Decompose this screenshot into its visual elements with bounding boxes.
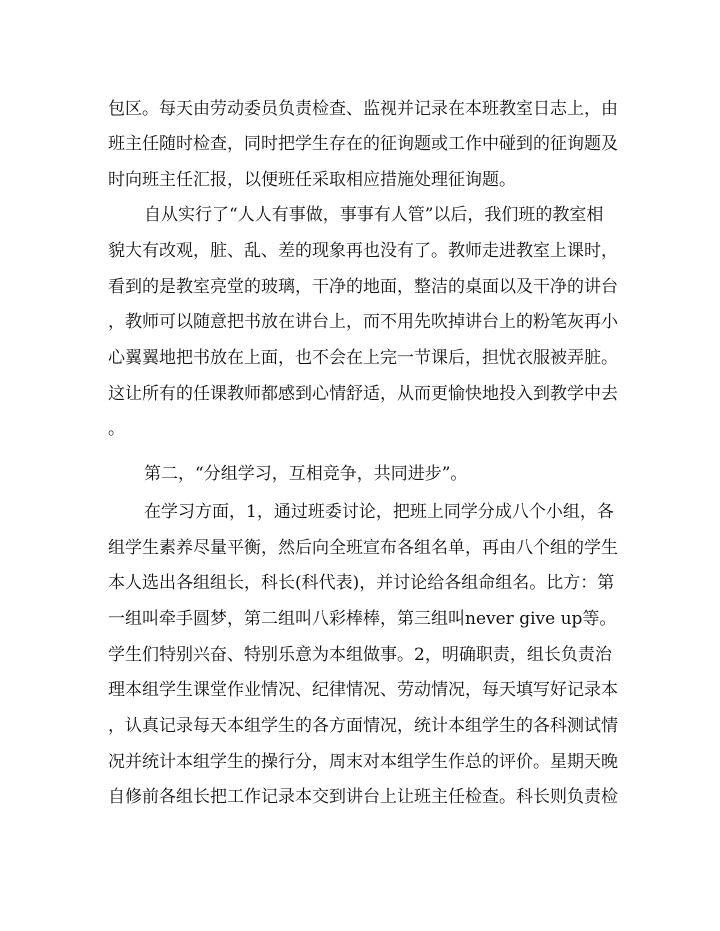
text-line: 组学生素养尽量平衡，然后向全班宣布各组名单，再由八个组的学生 xyxy=(108,538,618,558)
text-line: ，教师可以随意把书放在讲台上，而不用先吹掉讲台上的粉笔灰再小 xyxy=(108,312,618,332)
text-line: 。 xyxy=(108,419,125,439)
text-line: 一组叫牵手圆梦，第二组叫八彩棒棒，第三组叫never give up等。 xyxy=(108,609,617,629)
text-line: 心翼翼地把书放在上面，也不会在上完一节课后，担忧衣服被弄脏。 xyxy=(108,348,618,368)
text-line: 自从实行了“人人有事做，事事有人管”以后，我们班的教室相 xyxy=(144,205,604,225)
text-line: 理本组学生课堂作业情况、纪律情况、劳动情况，每天填写好记录本 xyxy=(108,680,618,700)
text-line: 况并统计本组学生的操行分，周末对本组学生作总的评价。星期天晚 xyxy=(108,752,618,772)
text-line: 这让所有的任课教师都感到心情舒适，从而更愉快地投入到教学中去 xyxy=(108,384,618,404)
text-line: 看到的是教室亮堂的玻璃，干净的地面，整洁的桌面以及干净的讲台 xyxy=(108,277,618,297)
text-line: 自修前各组长把工作记录本交到讲台上让班主任检查。科长则负责检 xyxy=(108,787,618,807)
text-line: 本人选出各组组长，科长(科代表)，并讨论给各组命组名。比方：第 xyxy=(108,573,615,593)
text-line: 包区。每天由劳动委员负责检查、监视并记录在本班教室日志上，由 xyxy=(108,99,618,119)
text-line: ，认真记录每天本组学生的各方面情况，统计本组学生的各科测试情 xyxy=(108,716,618,736)
text-line: 学生们特别兴奋、特别乐意为本组做事。2，明确职责，组长负责治 xyxy=(108,645,612,665)
text-line: 在学习方面，1，通过班委讨论，把班上同学分成八个小组，各 xyxy=(144,502,614,522)
text-line: 班主任随时检查，同时把学生存在的征询题或工作中碰到的征询题及 xyxy=(108,134,618,154)
text-line: 时向班主任汇报，以便班任采取相应措施处理征询题。 xyxy=(108,170,516,190)
text-line: 貌大有改观，脏、乱、差的现象再也没有了。教师走进教室上课时， xyxy=(108,241,618,261)
section-heading: 第二，“分组学习，互相竞争，共同进步”。 xyxy=(144,464,468,484)
